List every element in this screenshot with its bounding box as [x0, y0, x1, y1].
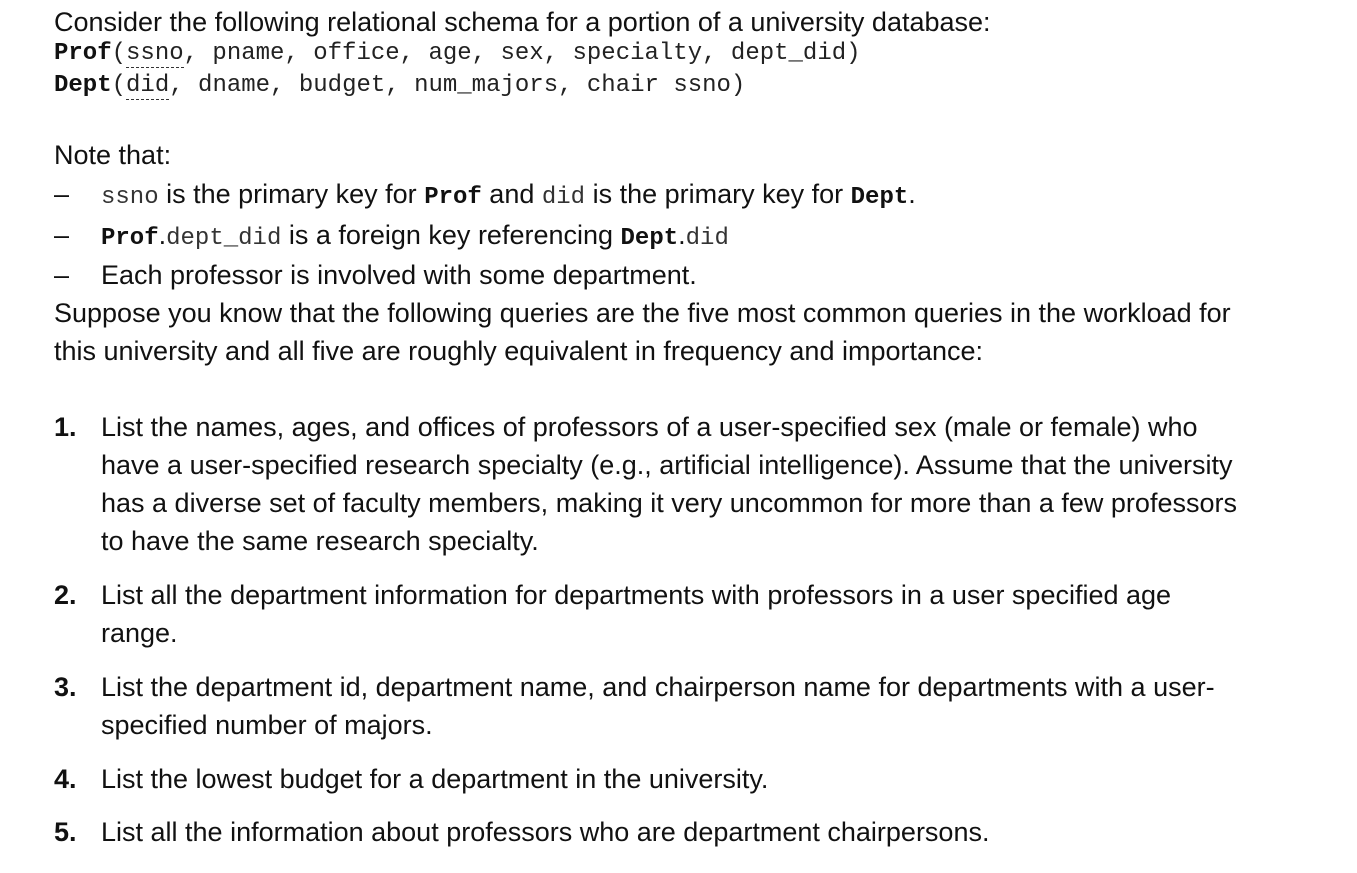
bullet-text: Each professor is involved with some department.	[101, 260, 697, 290]
schema-open-paren: (	[111, 40, 127, 67]
bullet-text: .	[158, 220, 167, 250]
bullet-dash: –	[54, 220, 70, 250]
note-label: Note that:	[54, 140, 172, 170]
query-number: 4.	[54, 764, 77, 794]
query-text: List the department id, department name, and chairperson name for departments with a user-specified number of majors.	[101, 672, 1215, 740]
code-term: Dept	[620, 225, 679, 252]
query-text: List all the department information for departments with professors in a user specified age range.	[101, 580, 1172, 648]
bullet-content	[101, 256, 697, 294]
intro-text: Consider the following relational schema for a portion of a university database:	[54, 7, 991, 37]
code-term: Dept	[850, 184, 909, 211]
bullet-text: is the primary key for	[158, 179, 425, 209]
bullet-text: and	[481, 179, 542, 209]
query-text: List all the information about professors who are department chairpersons.	[101, 817, 990, 847]
schema-prof	[54, 40, 861, 67]
bullet-text: is the primary key for	[585, 179, 851, 209]
query-text: List the names, ages, and offices of professors of a user-specified sex (male or female) who have a user-specified research specialty (e.g., artificial intelligence). Assume that the university has a diverse set of faculty members, making it very uncommon for more than a few professors to have the same research specialty.	[101, 412, 1237, 556]
workload-intro: Suppose you know that the following queries are the five most common queries in the workload for this university and all five are roughly equivalent in frequency and importance:	[54, 298, 1231, 366]
code-term: Prof	[424, 184, 482, 211]
query-number: 3.	[54, 672, 77, 702]
schema-attributes: , dname, budget, num_majors, chair ssno)	[169, 72, 746, 99]
bullet-text: .	[678, 220, 686, 250]
bullet-content	[101, 216, 729, 258]
query-number: 5.	[54, 817, 77, 847]
bullet-dash: –	[54, 260, 70, 290]
query-number: 2.	[54, 580, 77, 610]
code-term: Prof	[101, 225, 159, 252]
schema-key-attribute: did	[126, 72, 170, 99]
bullet-text: .	[908, 179, 916, 209]
code-term: dept_did	[166, 225, 282, 252]
schema-attributes: , pname, office, age, sex, specialty, dept_did)	[183, 40, 861, 67]
schema-relation-name: Prof	[54, 40, 112, 67]
schema-open-paren: (	[111, 72, 127, 99]
code-term: did	[685, 225, 729, 252]
query-number: 1.	[54, 412, 77, 442]
schema-key-attribute: ssno	[126, 40, 184, 67]
code-term: ssno	[101, 184, 159, 211]
bullet-text: is a foreign key referencing	[281, 220, 621, 250]
bullet-content	[101, 175, 916, 217]
query-text: List the lowest budget for a department in the university.	[101, 764, 769, 794]
code-term: did	[541, 184, 586, 211]
bullet-dash: –	[54, 179, 70, 209]
schema-dept	[54, 72, 745, 99]
schema-relation-name: Dept	[54, 72, 112, 99]
